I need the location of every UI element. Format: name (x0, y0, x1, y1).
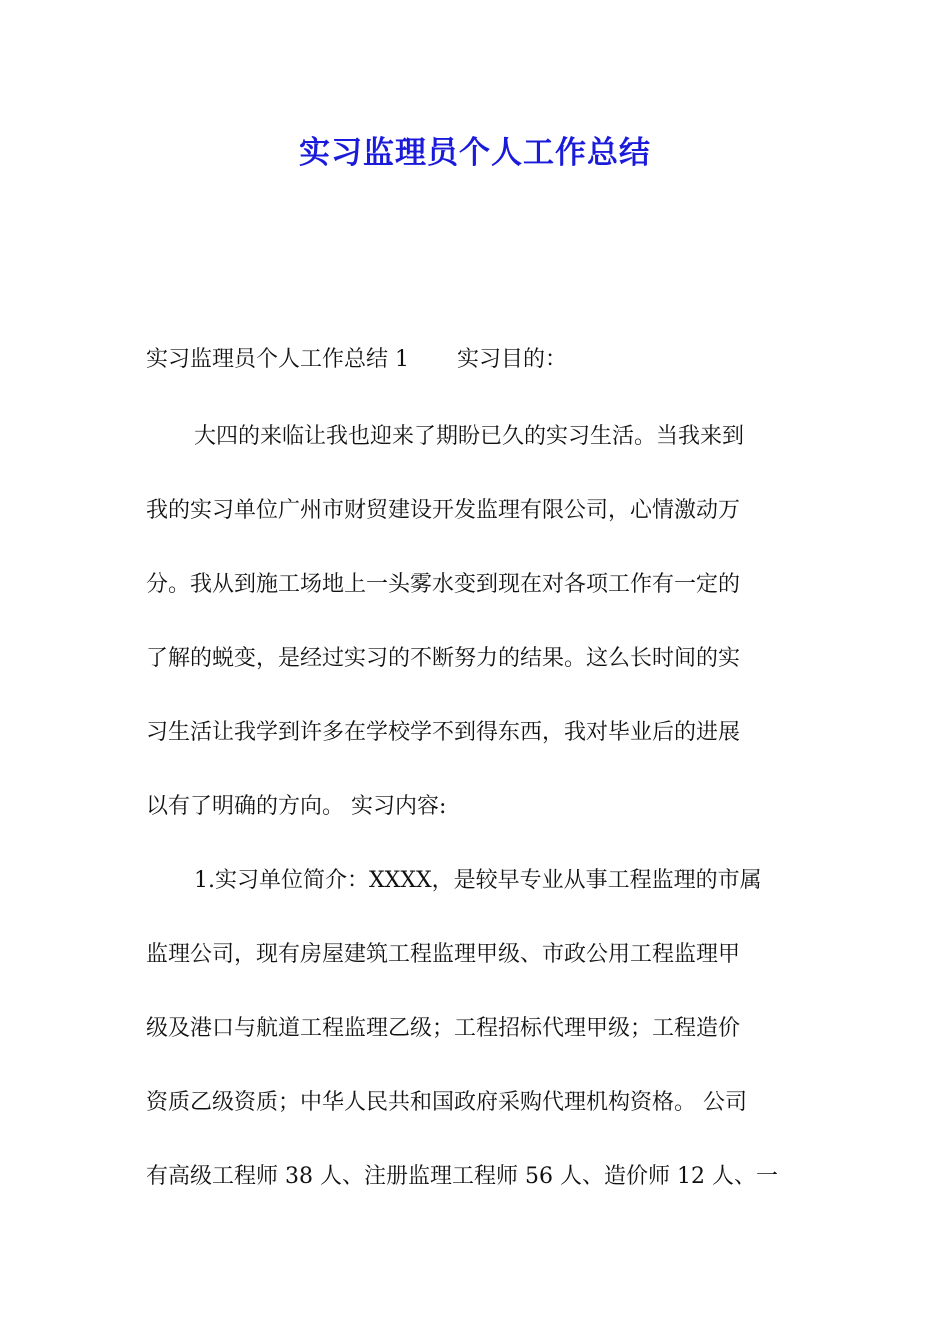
paragraph-2-line-2: 监理公司，现有房屋建筑工程监理甲级、市政公用工程监理甲 (146, 942, 741, 967)
paragraph-1-line-2: 我的实习单位广州市财贸建设开发监理有限公司，心情激动万 (146, 498, 741, 523)
paragraph-1-line-5: 习生活让我学到许多在学校学不到得东西，我对毕业后的进展 (146, 720, 741, 745)
heading-line (146, 345, 810, 375)
paragraph-1-line-6: 以有了明确的方向。 实习内容: (146, 794, 447, 819)
paragraph-1-line-4: 了解的蜕变，是经过实习的不断努力的结果。这么长时间的实 (146, 646, 741, 671)
paragraph-2-line-3: 级及港口与航道工程监理乙级；工程招标代理甲级；工程造价 (146, 1016, 741, 1041)
heading-line-part1: 实习监理员个人工作总结 1 (146, 347, 409, 372)
paragraph-1-line-3: 分。我从到施工场地上一头雾水变到现在对各项工作有一定的 (146, 572, 741, 597)
heading-line-part2: 实习目的： (457, 347, 568, 372)
paragraph-1-line-1: 大四的来临让我也迎来了期盼已久的实习生活。当我来到 (194, 424, 745, 449)
paragraph-2-line-4: 资质乙级资质；中华人民共和国政府采购代理机构资格。 公司 (146, 1090, 747, 1115)
paragraph-2-line-1: 1.实习单位简介：XXXX，是较早专业从事工程监理的市属 (194, 868, 762, 893)
document-title: 实习监理员个人工作总结 (299, 135, 651, 171)
paragraph-2-line-5: 有高级工程师 38 人、注册监理工程师 56 人、造价师 12 人、一 (146, 1164, 778, 1189)
